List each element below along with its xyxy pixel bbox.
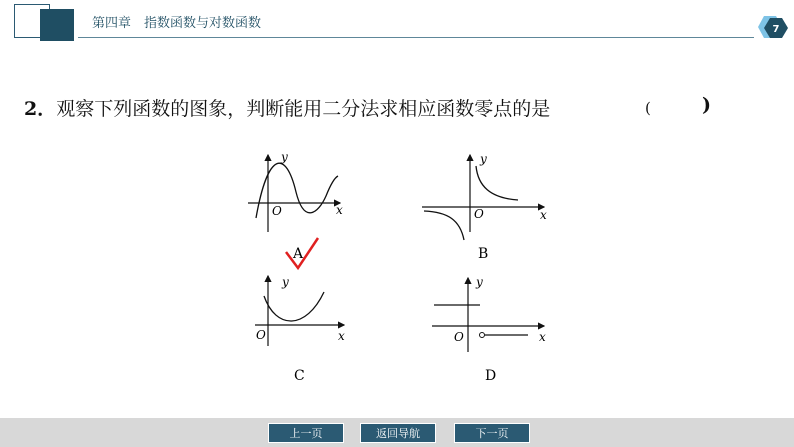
graph-c-y-label: y bbox=[282, 275, 289, 289]
graph-a-origin: O bbox=[272, 204, 282, 218]
back-to-nav-button[interactable]: 返回导航 bbox=[360, 423, 436, 443]
next-page-button[interactable]: 下一页 bbox=[454, 423, 530, 443]
graph-c-x-label: x bbox=[338, 329, 345, 343]
question-number: 2． bbox=[24, 98, 57, 120]
option-a-label: A bbox=[293, 246, 304, 262]
chapter-title: 第四章 指数函数与对数函数 bbox=[92, 16, 262, 31]
answer-paren-open: ( bbox=[645, 99, 651, 117]
option-c-label: C bbox=[294, 368, 305, 384]
graph-d bbox=[432, 275, 546, 352]
page-number: 7 bbox=[772, 24, 780, 35]
option-b-label: B bbox=[478, 246, 489, 262]
graph-b-curve-left bbox=[424, 211, 464, 240]
graph-a bbox=[248, 150, 343, 232]
answer-paren-close: ) bbox=[702, 94, 711, 116]
graph-b-y-label: y bbox=[480, 152, 487, 166]
graph-a-y-label: y bbox=[281, 150, 288, 164]
question-body: 观察下列函数的图象，判断能用二分法求相应函数零点的是 bbox=[56, 98, 551, 120]
graph-b bbox=[422, 152, 547, 240]
graph-c bbox=[255, 275, 345, 346]
graph-c-curve bbox=[264, 292, 324, 321]
graph-c-origin: O bbox=[256, 328, 266, 342]
graph-b-x-label: x bbox=[540, 208, 547, 222]
graph-d-x-label: x bbox=[539, 330, 546, 344]
graph-d-y-label: y bbox=[476, 275, 483, 289]
graph-b-curve-right bbox=[476, 166, 518, 200]
graph-d-open-point bbox=[480, 333, 485, 338]
option-d-label: D bbox=[485, 368, 497, 384]
prev-page-button[interactable]: 上一页 bbox=[268, 423, 344, 443]
graph-b-origin: O bbox=[474, 207, 484, 221]
graph-a-x-label: x bbox=[336, 203, 343, 217]
graph-d-origin: O bbox=[454, 330, 464, 344]
